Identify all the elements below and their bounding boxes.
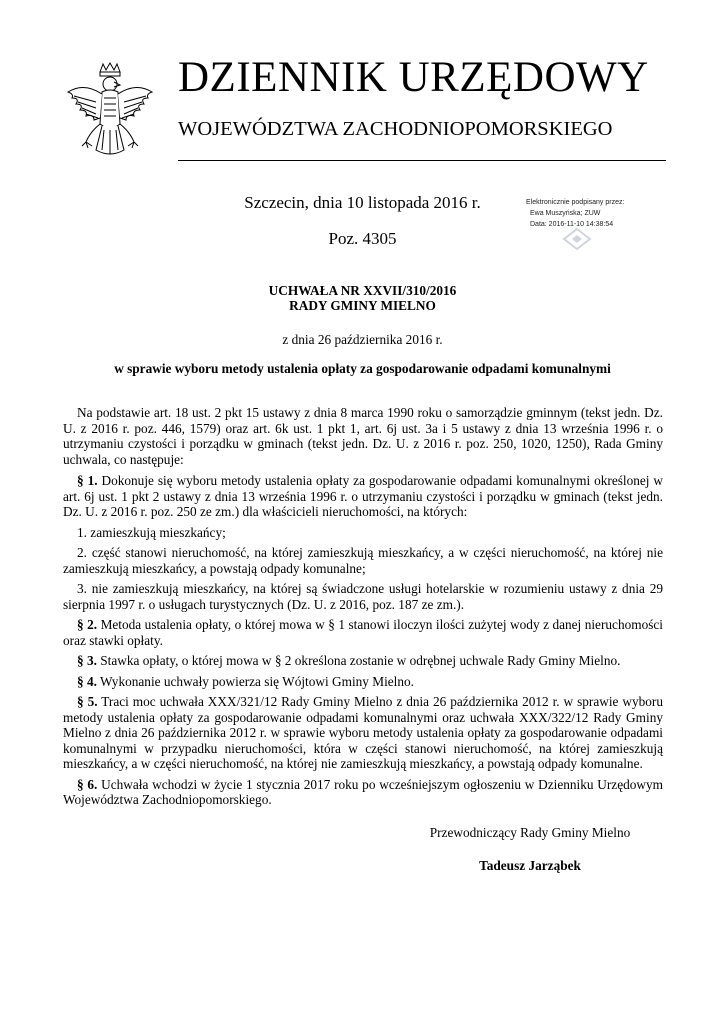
act-council: RADY GMINY MIELNO — [289, 298, 436, 313]
paragraph-4 — [63, 674, 663, 690]
list-item-1: 1. zamieszkują mieszkańcy; — [77, 524, 226, 540]
act-date: z dnia 26 października 2016 r. — [282, 332, 443, 347]
act-subject: w sprawie wyboru metody ustalenia opłaty za gospodarowanie odpadami komunalnymi — [114, 361, 611, 376]
signature-stamp-icon — [562, 227, 592, 251]
paragraph-4-text: Wykonanie uchwały powierza się Wójtowi Gminy Mielno. — [100, 673, 414, 689]
paragraph-4-label: § 4. — [77, 673, 97, 689]
issue-position: Poz. 4305 — [328, 229, 397, 248]
act-body — [63, 405, 663, 813]
act-number: UCHWAŁA NR XXVII/310/2016 — [268, 283, 457, 298]
signature-line-2: Ewa Muszyńska; ZUW — [530, 210, 601, 217]
paragraph-3-label: § 3. — [77, 653, 97, 668]
signature-line-1: Elektronicznie podpisany przez: — [526, 199, 625, 206]
electronic-signature — [526, 197, 676, 257]
paragraph-2-text: Metoda ustalenia opłaty, o której mowa w § 1 stanowi iloczyn ilości zużytej wody z danej nieruchomości oraz stawki opłaty. — [63, 617, 663, 648]
chair-name: Tadeusz Jarząbek — [479, 858, 581, 873]
paragraph-3 — [63, 653, 663, 669]
paragraph-5-label: § 5. — [77, 694, 98, 709]
paragraph-1-label: § 1. — [77, 473, 98, 488]
paragraph-1 — [63, 473, 663, 520]
paragraph-5 — [63, 694, 663, 772]
journal-title: DZIENNIK URZĘDOWY — [178, 54, 649, 101]
journal-subtitle: WOJEWÓDZTWA ZACHODNIOPOMORSKIEGO — [178, 118, 613, 140]
paragraph-3-text: Stawka opłaty, o której mowa w § 2 określona zostanie w odrębnej uchwale Rady Gminy Mielno. — [100, 653, 621, 668]
signature-line-3: Data: 2016-11-10 14:38:54 — [530, 221, 614, 228]
paragraph-6 — [63, 777, 663, 808]
list-item-3: 3. nie zamieszkują mieszkańcy, na której są świadczone usługi hotelarskie w rozumieniu ustawy z dnia 29 sierpnia 1997 r. o usługach turystycznych (Dz. U. z 2016, poz. 187 ze zm.). — [63, 581, 663, 612]
paragraph-2 — [63, 617, 663, 648]
issue-date: Szczecin, dnia 10 listopada 2016 r. — [244, 193, 481, 212]
chair-title: Przewodniczący Rady Gminy Mielno — [429, 825, 631, 840]
list-item-2: 2. część stanowi nieruchomość, na której zamieszkują mieszkańcy, a w części nieruchomość, na której nie zamieszkują mieszkańcy, a powstają odpady komunalne; — [63, 545, 663, 576]
paragraph-6-label: § 6. — [77, 776, 98, 792]
paragraph-2-label: § 2. — [77, 617, 98, 632]
eagle-emblem-icon — [62, 62, 158, 170]
paragraph-6-text: Uchwała wchodzi w życie 1 stycznia 2017 roku po wcześniejszym ogłoszeniu w Dzienniku Urzędowym Województwa Zachodniopomorskiego. — [63, 776, 663, 807]
paragraph-5-text: Traci moc uchwała XXX/321/12 Rady Gminy Mielno z dnia 26 października 2012 r. w sprawie wyboru metody ustalenia opłaty za gospodarowanie odpadami komunalnymi oraz uchwała XXX/322/12 Rady Gminy Mielno z dnia 26 października 2012 r. w sprawie wyboru metody ustalenia opłaty za gospodarowanie odpadami komunalnymi w przypadku nieruchomości, która w części stanowi nieruchomość, na której zamieszkują mieszkańcy, a w części nieruchomość, na której nie zamieszkują mieszkańcy, a powstają odpady komunalne. — [63, 694, 663, 771]
act-title — [40, 283, 685, 313]
paragraph-1-text: Dokonuje się wyboru metody ustalenia opłaty za gospodarowanie odpadami komunalnymi określonej w art. 6j ust. 1 pkt 2 ustawy z dnia 13 września 1996 r. o utrzymaniu czystości i porządku w gminach (tekst jedn. Dz. U. z 2016 r. poz. 250 ze zm.) dla właścicieli nieruchomości, na których: — [63, 473, 663, 519]
header-divider — [178, 160, 666, 161]
preamble: Na podstawie art. 18 ust. 2 pkt 15 ustawy z dnia 8 marca 1990 roku o samorządzie gminnym (tekst jedn. Dz. U. z 2016 r. poz. 446, 1579) oraz art. 6k ust. 1 pkt 1, art. 6j ust. 3a i 5 ustawy z dnia 13 września 1996 r. o utrzymaniu czystości i porządku w gminach (tekst jedn. Dz. U. z 2016 r. poz. 250, 1020, 1250), Rada Gminy uchwala, co następuje: — [63, 405, 663, 467]
